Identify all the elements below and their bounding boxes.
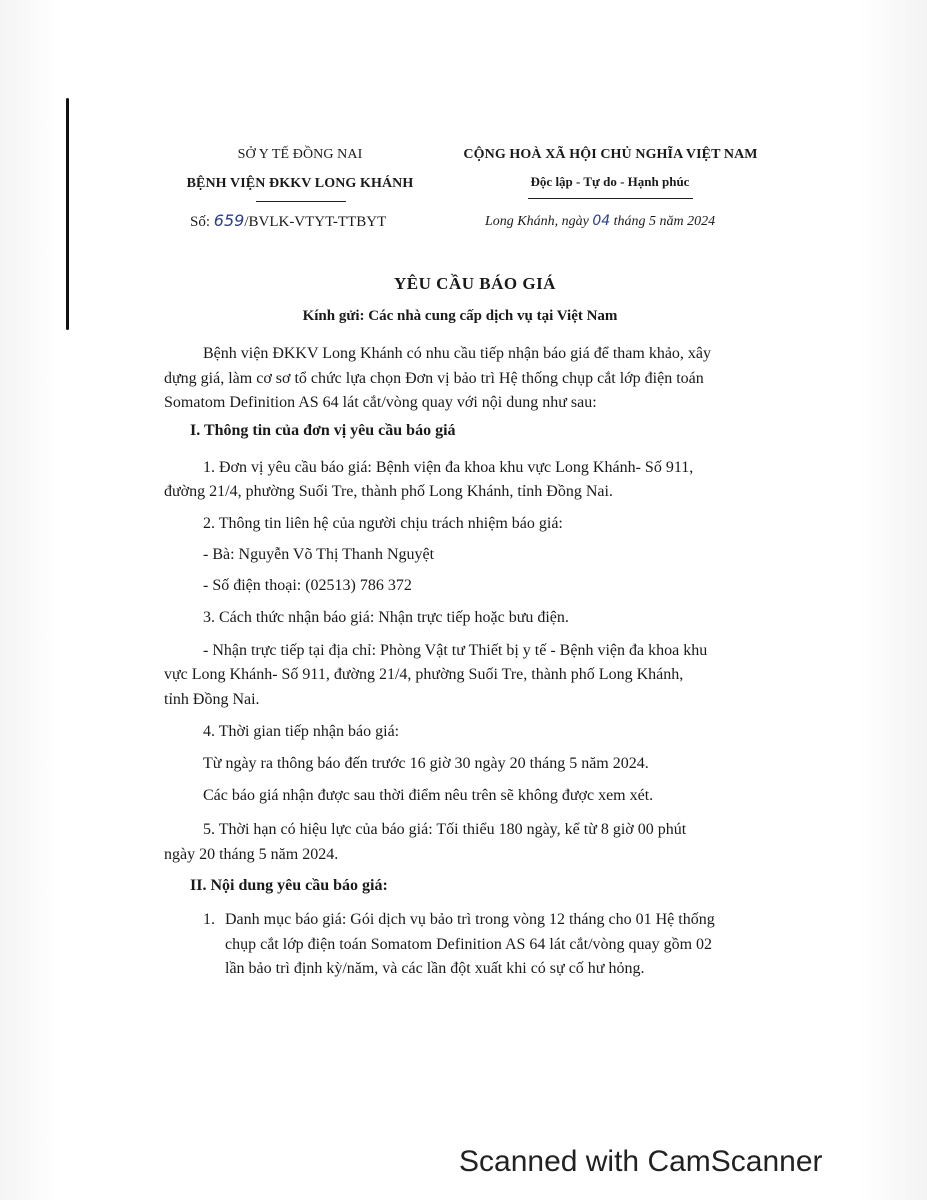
contact-name: - Bà: Nguyễn Võ Thị Thanh Nguyệt xyxy=(203,546,435,563)
national-motto: Độc lập - Tự do - Hạnh phúc xyxy=(530,174,690,189)
hospital-name: BỆNH VIỆN ĐKKV LONG KHÁNH xyxy=(186,176,414,191)
section-1-item-2: 2. Thông tin liên hệ của người chịu trách nhiệm báo giá: xyxy=(203,515,563,532)
section-2-item-1-line-2: chụp cắt lớp điện toán Somatom Definition AS 64 lát cắt/vòng quay gồm 02 xyxy=(225,936,713,953)
camscanner-watermark: Scanned with CamScanner xyxy=(459,1145,823,1178)
handwritten-day: 04 xyxy=(592,213,611,229)
intro-line-3: Somatom Definition AS 64 lát cắt/vòng quay với nội dung như sau: xyxy=(164,394,597,411)
issue-date xyxy=(485,213,715,230)
section-1-item-1-line-2: đường 21/4, phường Suối Tre, thành phố Long Khánh, tỉnh Đồng Nai. xyxy=(164,483,613,500)
section-1-item-4: 4. Thời gian tiếp nhận báo giá: xyxy=(203,723,400,740)
handwritten-number: 659 xyxy=(213,211,245,230)
section-1-item-5-line-1: 5. Thời hạn có hiệu lực của báo giá: Tối thiểu 180 ngày, kể từ 8 giờ 00 phút xyxy=(203,821,687,838)
section-2-item-1-line-1: Danh mục báo giá: Gói dịch vụ bảo trì trong vòng 12 tháng cho 01 Hệ thống xyxy=(225,911,715,928)
recipient-line: Kính gửi: Các nhà cung cấp dịch vụ tại Việt Nam xyxy=(302,308,618,324)
motto-underline xyxy=(528,198,693,199)
country-name: CỘNG HOÀ XÃ HỘI CHỦ NGHĨA VIỆT NAM xyxy=(463,147,758,162)
date-suffix: tháng 5 năm 2024 xyxy=(613,214,716,229)
agency-name: SỞ Y TẾ ĐỒNG NAI xyxy=(237,147,363,162)
address-line-3: tỉnh Đồng Nai. xyxy=(164,691,260,708)
document-title: YÊU CẦU BÁO GIÁ xyxy=(394,274,556,293)
document-number xyxy=(190,211,386,231)
receipt-note: Các báo giá nhận được sau thời điểm nêu trên sẽ không được xem xét. xyxy=(203,787,654,804)
section-1-heading: I. Thông tin của đơn vị yêu cầu báo giá xyxy=(190,422,456,439)
number-suffix: /BVLK-VTYT-TTBYT xyxy=(244,214,387,230)
intro-line-2: dựng giá, làm cơ sơ tổ chức lựa chọn Đơn vị bảo trì Hệ thống chụp cắt lớp điện toán xyxy=(164,370,704,387)
date-prefix: Long Khánh, ngày xyxy=(485,214,589,229)
number-prefix: Số: xyxy=(190,214,211,230)
address-line-2: vực Long Khánh- Số 911, đường 21/4, phường Suối Tre, thành phố Long Khánh, xyxy=(164,666,684,683)
receipt-period: Từ ngày ra thông báo đến trước 16 giờ 30 ngày 20 tháng 5 năm 2024. xyxy=(203,755,649,772)
address-line-1: - Nhận trực tiếp tại địa chỉ: Phòng Vật tư Thiết bị y tế - Bệnh viện đa khoa khu xyxy=(203,642,708,659)
section-2-item-number: 1. xyxy=(203,911,215,928)
section-2-heading: II. Nội dung yêu cầu báo giá: xyxy=(190,877,388,894)
scan-edge-shadow xyxy=(66,98,69,330)
intro-line-1: Bệnh viện ĐKKV Long Khánh có nhu cầu tiếp nhận báo giá để tham khảo, xây xyxy=(203,345,712,362)
section-1-item-1-line-1: 1. Đơn vị yêu cầu báo giá: Bệnh viện đa khoa khu vực Long Khánh- Số 911, xyxy=(203,459,694,476)
section-1-item-3: 3. Cách thức nhận báo giá: Nhận trực tiếp hoặc bưu điện. xyxy=(203,609,569,626)
section-2-item-1-line-3: lần bảo trì định kỳ/năm, và các lần đột xuất khi có sự cố hư hỏng. xyxy=(225,960,645,977)
section-1-item-5-line-2: ngày 20 tháng 5 năm 2024. xyxy=(164,846,339,863)
hospital-underline xyxy=(256,201,346,202)
contact-phone: - Số điện thoại: (02513) 786 372 xyxy=(203,577,412,594)
